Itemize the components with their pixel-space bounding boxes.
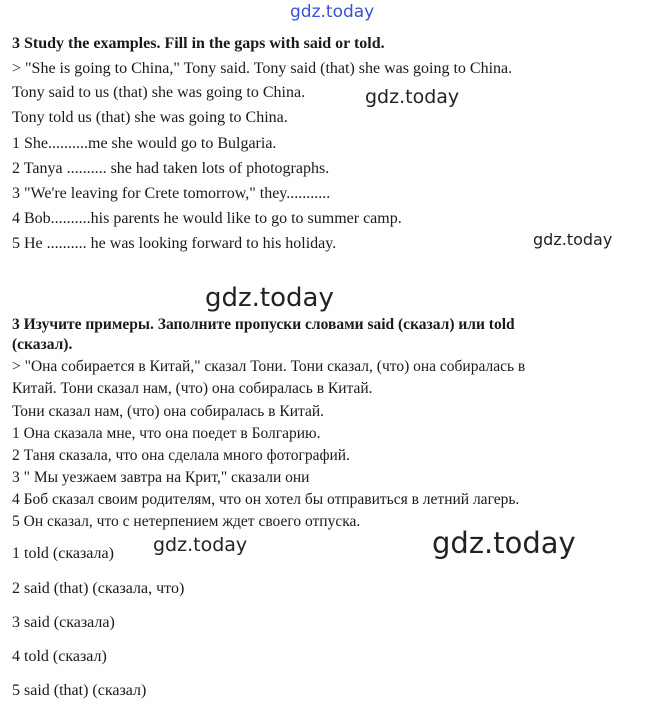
exercise-item-ru: 3 " Мы уезжаем завтра на Крит," сказали они	[12, 469, 310, 486]
answer-item: 3 said (сказала)	[12, 614, 115, 631]
exercise-item: 5 He .......... he was looking forward to his holiday.	[12, 235, 337, 252]
watermark-top: gdz.today	[290, 2, 375, 22]
exercise-item: 2 Tanya .......... she had taken lots of photographs.	[12, 160, 330, 177]
answer-item: 4 told (сказал)	[12, 648, 107, 665]
exercise-heading-en: 3 Study the examples. Fill in the gaps with said or told.	[12, 35, 385, 52]
exercise-heading-ru-cont: (сказал).	[12, 336, 73, 353]
watermark: gdz.today	[533, 230, 613, 249]
answer-item: 1 told (сказала)	[12, 545, 114, 562]
watermark: gdz.today	[153, 534, 248, 556]
exercise-item: 1 She..........me she would go to Bulgaria.	[12, 135, 277, 152]
example-line: > "She is going to China," Tony said. Tony said (that) she was going to China.	[12, 60, 513, 77]
example-line-ru: Китай. Тони сказал нам, (что) она собиралась в Китай.	[12, 380, 373, 397]
exercise-item-ru: 1 Она сказала мне, что она поедет в Болгарию.	[12, 425, 321, 442]
answer-item: 5 said (that) (сказал)	[12, 682, 147, 699]
watermark: gdz.today	[432, 526, 576, 560]
exercise-item: 3 "We're leaving for Crete tomorrow," they...........	[12, 185, 331, 202]
answer-item: 2 said (that) (сказала, что)	[12, 580, 185, 597]
watermark: gdz.today	[205, 283, 334, 313]
exercise-heading-ru: 3 Изучите примеры. Заполните пропуски словами said (сказал) или told	[12, 316, 515, 333]
exercise-item-ru: 2 Таня сказала, что она сделала много фотографий.	[12, 447, 350, 464]
example-line: Tony told us (that) she was going to China.	[12, 109, 288, 126]
example-line-ru: > "Она собирается в Китай," сказал Тони. Тони сказал, (что) она собиралась в	[12, 358, 526, 375]
example-line-ru: Тони сказал нам, (что) она собиралась в Китай.	[12, 403, 325, 420]
watermark: gdz.today	[365, 86, 460, 108]
exercise-item-ru: 4 Боб сказал своим родителям, что он хотел бы отправиться в летний лагерь.	[12, 491, 520, 508]
example-line: Tony said to us (that) she was going to China.	[12, 84, 306, 101]
exercise-item: 4 Bob..........his parents he would like to go to summer camp.	[12, 210, 402, 227]
exercise-item-ru: 5 Он сказал, что с нетерпением ждет своего отпуска.	[12, 513, 361, 530]
